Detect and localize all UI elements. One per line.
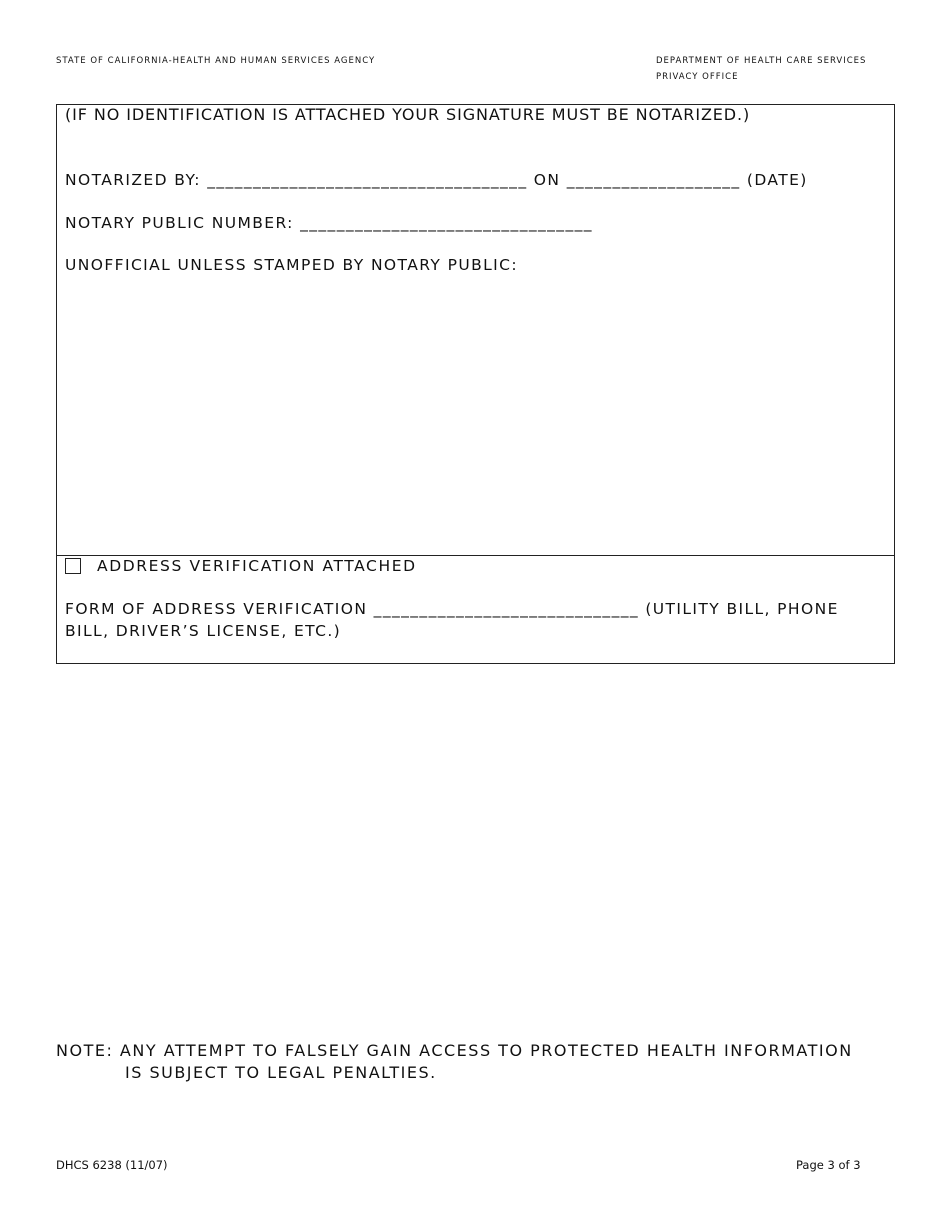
notary-stamp-notice: UNOFFICIAL UNLESS STAMPED BY NOTARY PUBLIC:: [65, 256, 518, 274]
department-header: [656, 53, 866, 85]
notary-public-number-field[interactable]: NOTARY PUBLIC NUMBER: ________________________________: [65, 214, 593, 232]
notarized-by-field[interactable]: NOTARIZED BY: ___________________________________ ON ___________________ (DATE): [65, 171, 808, 189]
agency-name: STATE OF CALIFORNIA-HEALTH AND HUMAN SERVICES AGENCY: [56, 56, 376, 66]
office-name: PRIVACY OFFICE: [656, 72, 739, 82]
agency-header: [56, 53, 375, 69]
legal-note-line-2: IS SUBJECT TO LEGAL PENALTIES.: [125, 1063, 437, 1082]
notary-intro: (IF NO IDENTIFICATION IS ATTACHED YOUR SIGNATURE MUST BE NOTARIZED.): [65, 105, 751, 124]
address-verification-label: ADDRESS VERIFICATION ATTACHED: [97, 557, 417, 575]
form-id: DHCS 6238 (11/07): [56, 1158, 168, 1172]
department-name: DEPARTMENT OF HEALTH CARE SERVICES: [656, 56, 867, 66]
page-number: Page 3 of 3: [796, 1158, 861, 1172]
address-verification-row[interactable]: [65, 556, 417, 576]
legal-note-line-1: NOTE: ANY ATTEMPT TO FALSELY GAIN ACCESS TO PROTECTED HEALTH INFORMATION: [56, 1041, 853, 1060]
address-verification-checkbox[interactable]: [65, 558, 81, 574]
form-of-address-verification-field[interactable]: FORM OF ADDRESS VERIFICATION _____________________________ (UTILITY BILL, PHONE BILL, DRIVER’S LICENSE, ETC.): [65, 600, 846, 640]
notary-form-box: [56, 104, 895, 664]
legal-note: [56, 1040, 853, 1084]
